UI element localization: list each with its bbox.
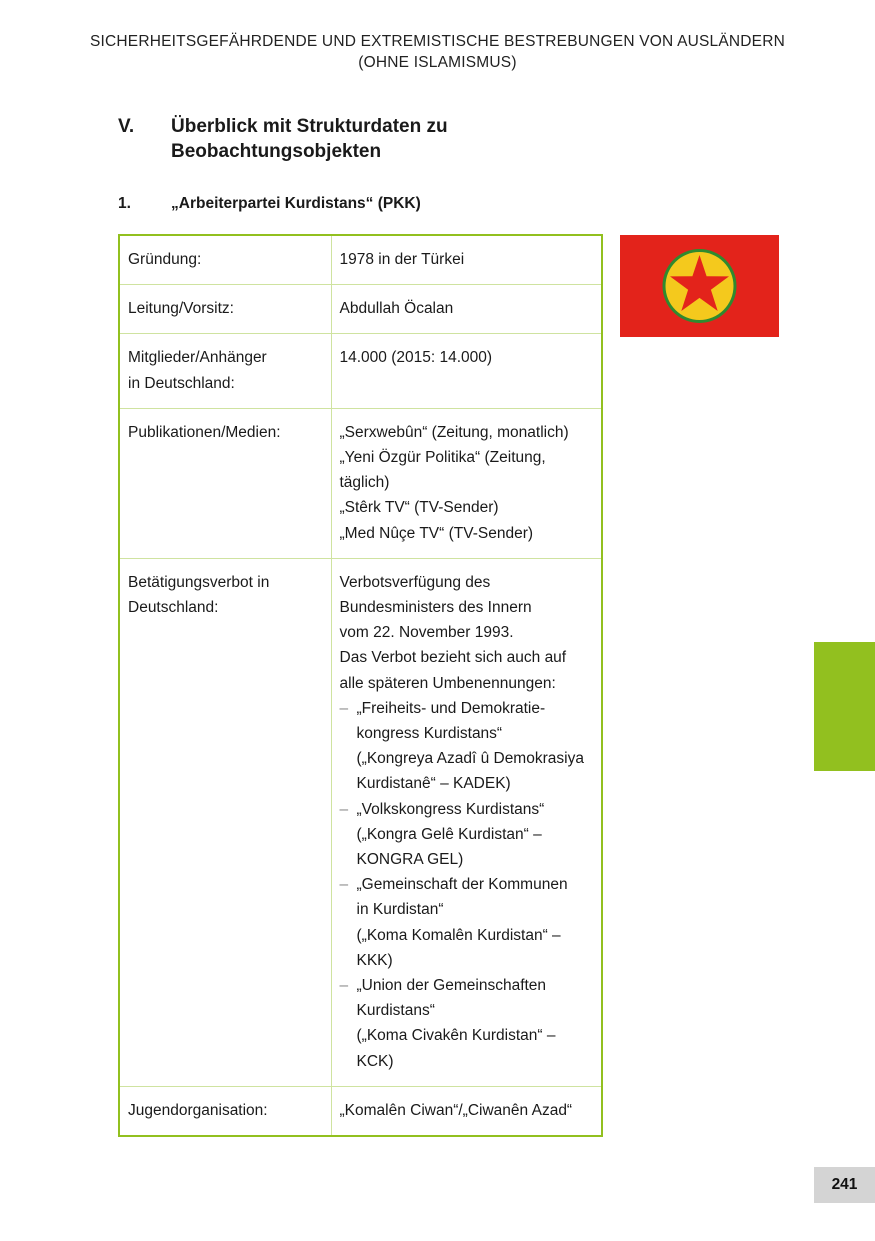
dash-bullet: – <box>339 977 349 995</box>
renaming-line: („Kongra Gelê Kurdistan“ – <box>356 825 542 843</box>
publication-item: „Med Nûçe TV“ (TV-Sender) <box>339 524 534 542</box>
row-value-leadership: Abdullah Öcalan <box>331 285 602 334</box>
renaming-line: „Volkskongress Kurdistans“ <box>356 800 545 818</box>
renaming-line: kongress Kurdistans“ <box>356 725 503 743</box>
renaming-list-item <box>340 872 594 973</box>
renaming-line: Kurdistans“ <box>356 1002 435 1020</box>
row-value-ban <box>331 558 602 1086</box>
dash-bullet: – <box>339 876 349 894</box>
subsection-number: 1. <box>118 195 131 212</box>
ban-label-line: Betätigungsverbot in <box>128 573 270 591</box>
members-label-line: Mitglieder/Anhänger <box>128 349 267 367</box>
pkk-flag-image <box>620 235 779 337</box>
row-label-leadership: Leitung/Vorsitz: <box>119 285 331 334</box>
ban-intro-line: vom 22. November 1993. <box>339 624 514 642</box>
publication-item: täglich) <box>339 474 390 492</box>
ban-intro-line: Bundesministers des Innern <box>339 599 532 617</box>
renaming-line: („Koma Komalên Kurdistan“ – <box>356 926 561 944</box>
publication-item: „Stêrk TV“ (TV-Sender) <box>339 499 499 517</box>
renaming-line: Kurdistanê“ – KADEK) <box>356 775 511 793</box>
renaming-line: KONGRA GEL) <box>356 851 464 869</box>
renaming-line: „Gemeinschaft der Kommunen <box>356 876 568 894</box>
running-header-line1: SICHERHEITSGEFÄHRDENDE UND EXTREMISTISCHE BESTREBUNGEN VON AUSLÄNDERN <box>89 33 786 50</box>
renaming-line: „Freiheits- und Demokratie- <box>356 699 546 717</box>
renaming-list-item <box>340 973 594 1074</box>
table-row <box>119 285 602 334</box>
running-header-line2: (OHNE ISLAMISMUS) <box>358 54 517 71</box>
row-label-ban <box>119 558 331 1086</box>
ban-intro-line: Das Verbot bezieht sich auch auf <box>339 649 567 667</box>
ban-intro-line: alle späteren Umbenennungen: <box>339 674 556 692</box>
table-row <box>119 1086 602 1136</box>
section-number: V. <box>118 116 135 137</box>
subsection-title: „Arbeiterpartei Kurdistans“ (PKK) <box>171 195 421 212</box>
page-number: 241 <box>814 1167 875 1203</box>
row-label-publications: Publikationen/Medien: <box>119 408 331 558</box>
renaming-line: KCK) <box>356 1052 394 1070</box>
row-value-members: 14.000 (2015: 14.000) <box>331 334 602 408</box>
renaming-line: („Koma Civakên Kurdistan“ – <box>356 1027 556 1045</box>
renaming-list-item <box>340 797 594 873</box>
row-label-founding: Gründung: <box>119 235 331 285</box>
row-value-founding: 1978 in der Türkei <box>331 235 602 285</box>
renaming-line: in Kurdistan“ <box>356 901 444 919</box>
members-label-line: in Deutschland: <box>128 374 235 392</box>
table-row <box>119 408 602 558</box>
table-row <box>119 235 602 285</box>
table-row <box>119 558 602 1086</box>
section-title: Überblick mit Strukturdaten zu Beobachtungsobjekten <box>171 116 448 162</box>
table-row <box>119 334 602 408</box>
structure-data-table <box>118 234 603 1137</box>
publication-item: „Serxwebûn“ (Zeitung, monatlich) <box>339 423 569 441</box>
renaming-line: KKK) <box>356 951 393 969</box>
row-value-youth: „Komalên Ciwan“/„Ciwanên Azad“ <box>331 1086 602 1136</box>
publication-item: „Yeni Özgür Politika“ (Zeitung, <box>339 449 546 467</box>
ban-label-line: Deutschland: <box>128 599 219 617</box>
running-header <box>0 31 875 73</box>
dash-bullet: – <box>339 800 349 818</box>
row-value-publications <box>331 408 602 558</box>
flag-emblem <box>620 235 779 337</box>
renaming-line: „Union der Gemeinschaften <box>356 977 547 995</box>
renaming-list-item <box>340 696 594 797</box>
row-label-youth: Jugendorganisation: <box>119 1086 331 1136</box>
chapter-tab <box>814 642 875 771</box>
renaming-line: („Kongreya Azadî û Demokrasiya <box>356 750 584 768</box>
dash-bullet: – <box>339 699 349 717</box>
ban-intro-line: Verbotsverfügung des <box>339 573 491 591</box>
row-label-members <box>119 334 331 408</box>
